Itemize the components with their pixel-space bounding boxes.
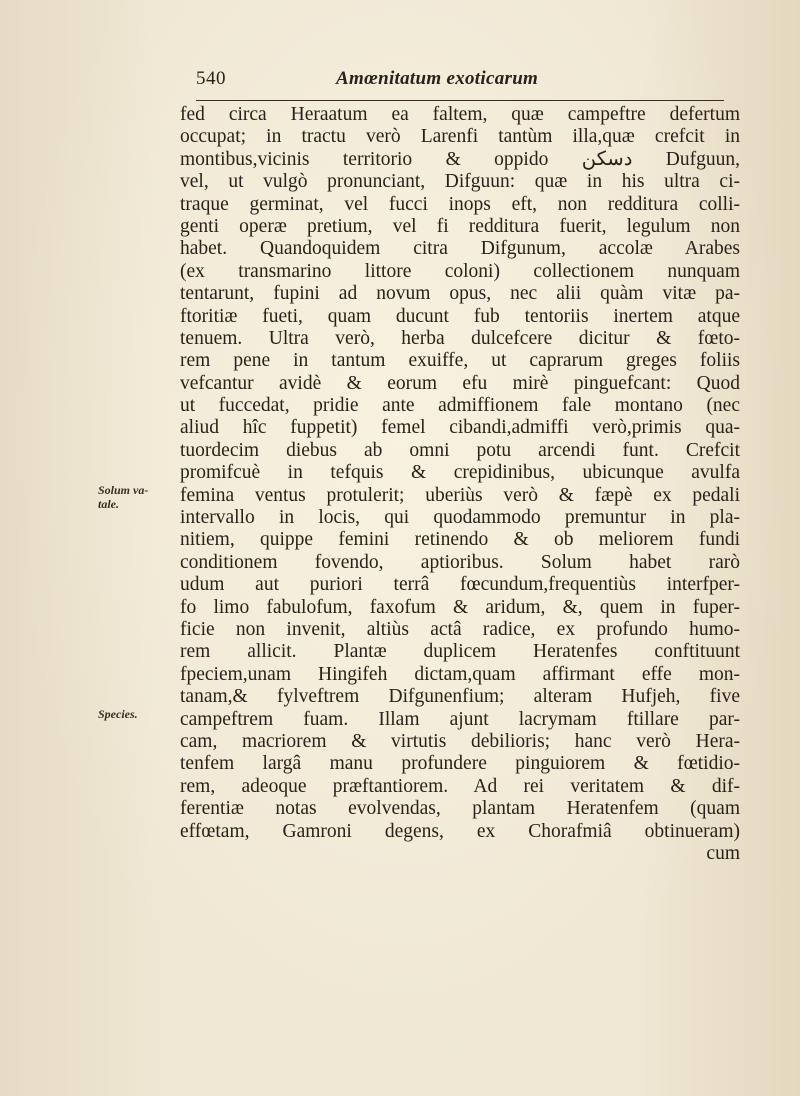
text-line: (ex transmarino littore coloni) collectionem nunquam [180,260,740,282]
text-line: nitiem, quippe femini retinendo & ob meliorem fundi [180,529,740,551]
text-line: genti operæ pretium, vel fi redditura fuerit, legulum non [180,215,740,237]
text-line: ut fuccedat, pridie ante admiffionem fale montano (nec [180,395,740,417]
body-text [180,104,740,865]
text-line: fed circa Heraatum ea faltem, quæ campeftre defertum [180,104,740,125]
text-line: fo limo fabulofum, faxofum & aridum, &, quem in fuper- [180,596,740,618]
text-line: udum aut puriori terrâ fœcundum,frequentiùs interfper- [180,574,740,596]
text-line: intervallo in locis, qui quodammodo premuntur in pla- [180,507,740,529]
text-line: rem pene in tantum exuiffe, ut caprarum greges foliis [180,350,740,372]
text-line: promifcuè in tefquis & crepidinibus, ubicunque avulfa [180,462,740,484]
margin-note-line: Solum va- [98,483,149,497]
margin-note-line: Species. [98,707,138,721]
text-line: tentarunt, fupini ad novum opus, nec alii quàm vitæ pa- [180,283,740,305]
text-line: tuordecim diebus ab omni potu arcendi funt. Crefcit [180,439,740,461]
text-line: effœtam, Gamroni degens, ex Chorafmiâ obtinueram) [180,820,740,842]
running-head: Amœnitatum exoticarum [336,68,539,89]
text-line: fpeciem,unam Hingifeh dictam,quam affirmant effe mon- [180,663,740,685]
text-line: vel, ut vulgò pronunciant, Difguun: quæ in his ultra ci- [180,171,740,193]
text-line: occupat; in tractu verò Larenfi tantùm illa,quæ crefcit in [180,126,740,148]
text-line: conditionem fovendo, aptioribus. Solum habet rarò [180,551,740,573]
text-line: tanam,& fylveftrem Difgunenfium; alteram Hufjeh, five [180,686,740,708]
text-line: montibus,vicinis territorio & oppido دسکن Dufguun, [180,148,741,170]
text-line: rem allicit. Plantæ duplicem Heratenfes conftituunt [180,641,740,663]
text-line: femina ventus protulerit; uberiùs verò & fæpè ex pedali [180,484,740,506]
catchword: cum [706,842,740,864]
page-header [196,66,724,101]
text-line: tenuem. Ultra verò, herba dulcefcere dicitur & fœto- [180,327,740,349]
text-line: ficie non invenit, altiùs actâ radice, ex profundo humo- [180,618,740,640]
text-line: aliud hîc fuppetit) femel cibandi,admiffi verò,primis qua- [180,417,740,439]
text-line: ftoritiæ fueti, quam ducunt fub tentoriis inertem atque [180,305,740,327]
margin-note-species [98,707,138,721]
margin-note-line: tale. [98,497,119,511]
text-line: campeftrem fuam. Illam ajunt lacrymam ftillare par- [180,708,740,730]
text-line: ferentiæ notas evolvendas, plantam Heratenfem (quam [180,798,740,820]
text-line: habet. Quandoquidem citra Difgunum, accolæ Arabes [180,238,740,260]
text-line: vefcantur avidè & eorum efu mirè pinguefcant: Quod [180,372,740,394]
text-line: traque germinat, vel fucci inops eft, non redditura colli- [180,193,740,215]
text-line: rem, adeoque præftantiorem. Ad rei veritatem & dif- [180,775,740,797]
margin-note-solum [98,483,148,511]
page-number: 540 [196,68,226,89]
text-line: tenfem largâ manu profundere pinguiorem & fœtidio- [180,753,740,775]
text-line: cam, macriorem & virtutis debilioris; hanc verò Hera- [180,730,740,752]
